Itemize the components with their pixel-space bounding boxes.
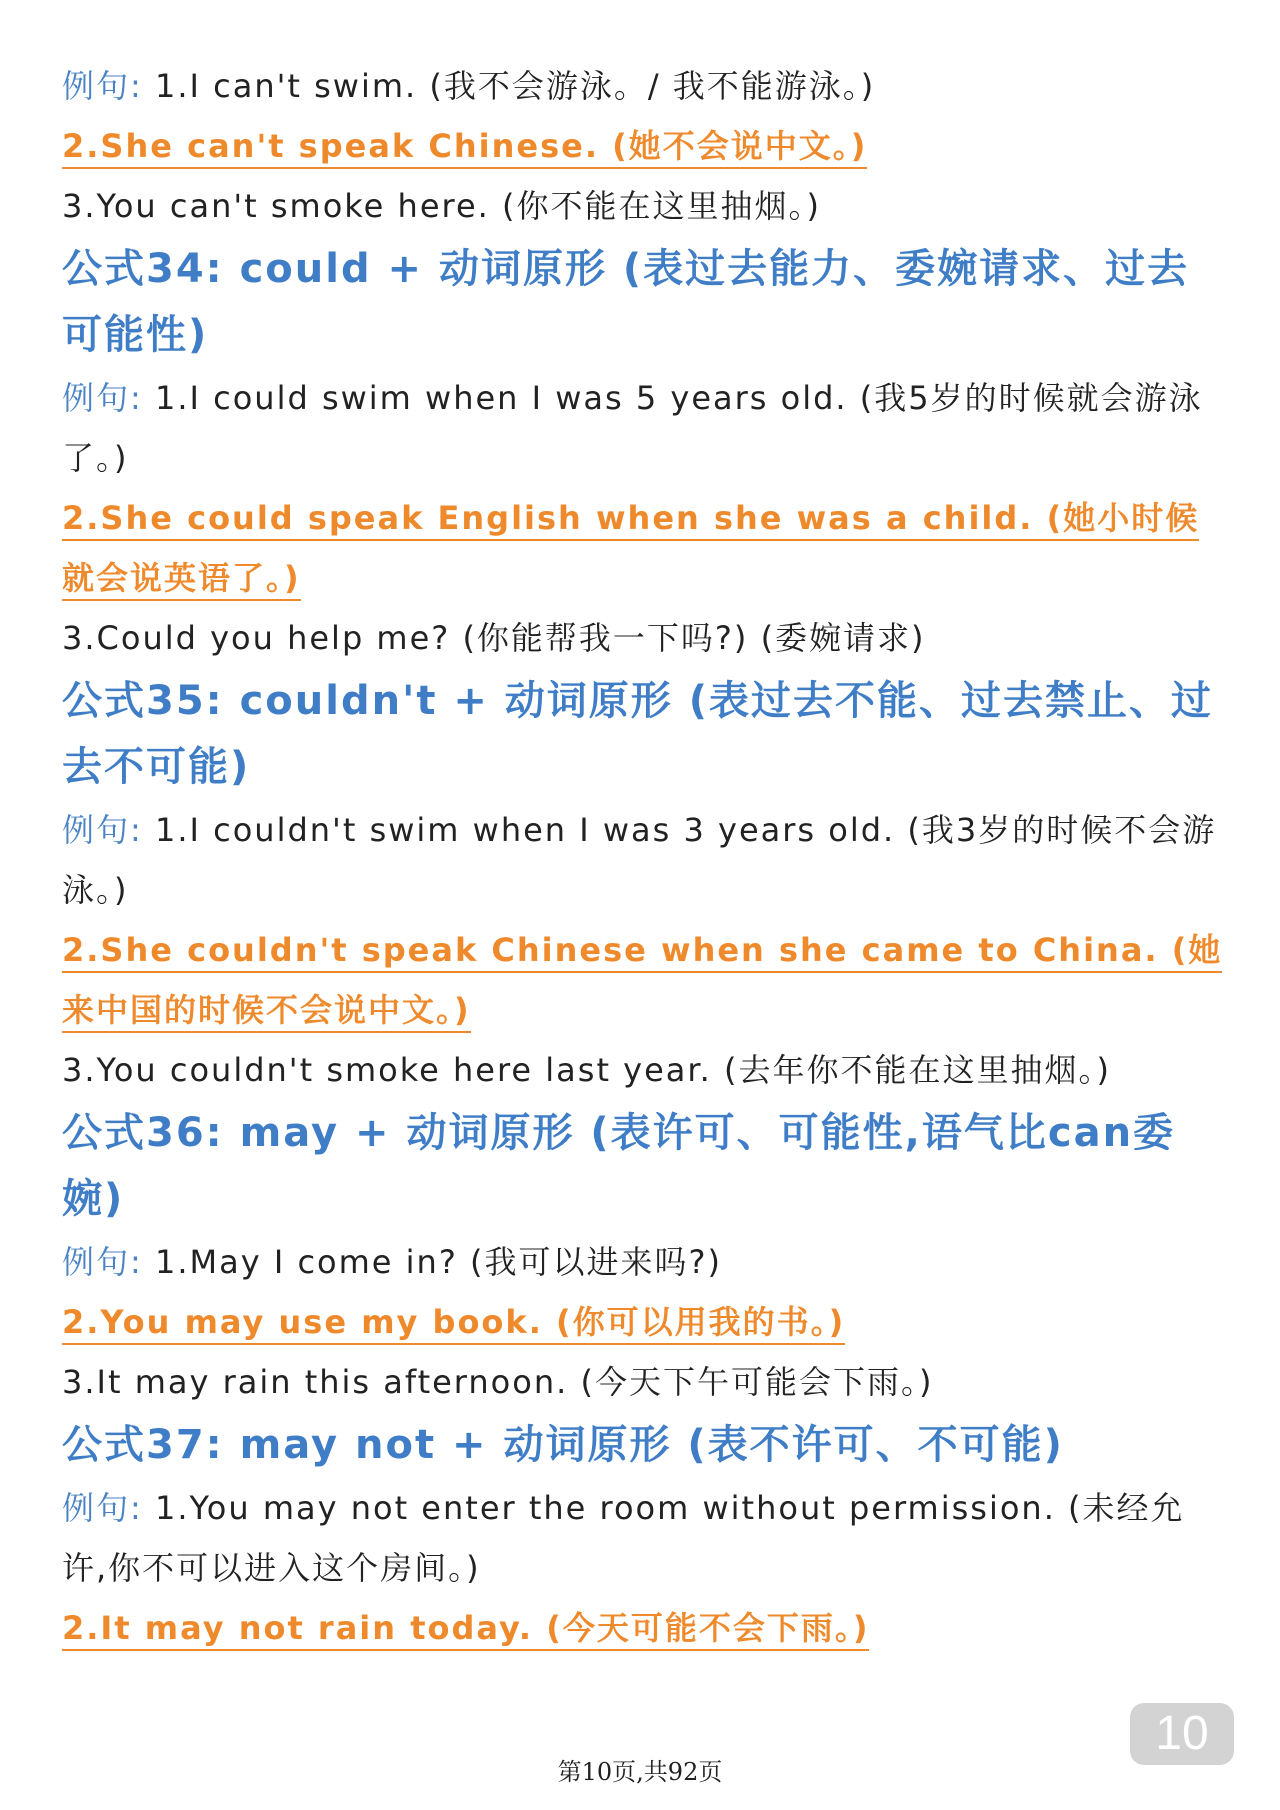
- page-footer: 第10页,共92页: [557, 1758, 723, 1786]
- example-text: 1.May I come in? (我可以进来吗?): [154, 1243, 722, 1281]
- example-1-3: 3.You can't smoke here. (你不能在这里抽烟。): [62, 187, 821, 225]
- example-1-2: [62, 116, 1224, 176]
- example-34-3: 3.Could you help me? (你能帮我一下吗?) (委婉请求): [62, 619, 926, 657]
- page-number-badge: 10: [1130, 1703, 1234, 1765]
- example-36-1: [62, 1232, 1224, 1292]
- example-36-3: 3.It may rain this afternoon. (今天下午可能会下雨。): [62, 1363, 934, 1401]
- example-35-3: 3.You couldn't smoke here last year. (去年你不能在这里抽烟。): [62, 1051, 1111, 1089]
- example-37-2: [62, 1598, 1224, 1658]
- example-label: 例句:: [62, 1489, 143, 1527]
- example-label: 例句:: [62, 811, 143, 849]
- page-content: [62, 56, 1224, 1658]
- example-37-1: [62, 1478, 1224, 1598]
- example-1-1: [62, 56, 1224, 116]
- example-text: 2.She could speak English when she was a child. (她小时候就会说英语了。): [62, 499, 1199, 601]
- example-text: 2.She can't speak Chinese. (她不会说中文。): [62, 127, 867, 169]
- example-35-1: [62, 800, 1224, 920]
- formula-37-heading: 公式37: may not + 动词原形 (表不许可、不可能): [62, 1422, 1064, 1468]
- example-text: 2.She couldn't speak Chinese when she came to China. (她来中国的时候不会说中文。): [62, 931, 1222, 1033]
- example-text: 1.I couldn't swim when I was 3 years old. (我3岁的时候不会游泳。): [62, 811, 1217, 909]
- formula-34-heading: 公式34: could + 动词原形 (表过去能力、委婉请求、过去可能性): [62, 246, 1190, 358]
- example-text: 1.You may not enter the room without permission. (未经允许,你不可以进入这个房间。): [62, 1489, 1185, 1587]
- example-35-2: [62, 920, 1224, 1040]
- example-text: 2.You may use my book. (你可以用我的书。): [62, 1303, 845, 1345]
- formula-35-heading: 公式35: couldn't + 动词原形 (表过去不能、过去禁止、过去不可能): [62, 678, 1214, 790]
- formula-36-heading: 公式36: may + 动词原形 (表许可、可能性,语气比can委婉): [62, 1110, 1176, 1222]
- example-text: 1.I can't swim. (我不会游泳。/ 我不能游泳。): [154, 67, 876, 105]
- example-34-2: [62, 488, 1224, 608]
- example-text: 2.It may not rain today. (今天可能不会下雨。): [62, 1609, 869, 1651]
- example-text: 1.I could swim when I was 5 years old. (我5岁的时候就会游泳了。): [62, 379, 1203, 477]
- example-36-2: [62, 1292, 1224, 1352]
- example-34-1: [62, 368, 1224, 488]
- example-label: 例句:: [62, 1243, 143, 1281]
- example-label: 例句:: [62, 67, 143, 105]
- example-label: 例句:: [62, 379, 143, 417]
